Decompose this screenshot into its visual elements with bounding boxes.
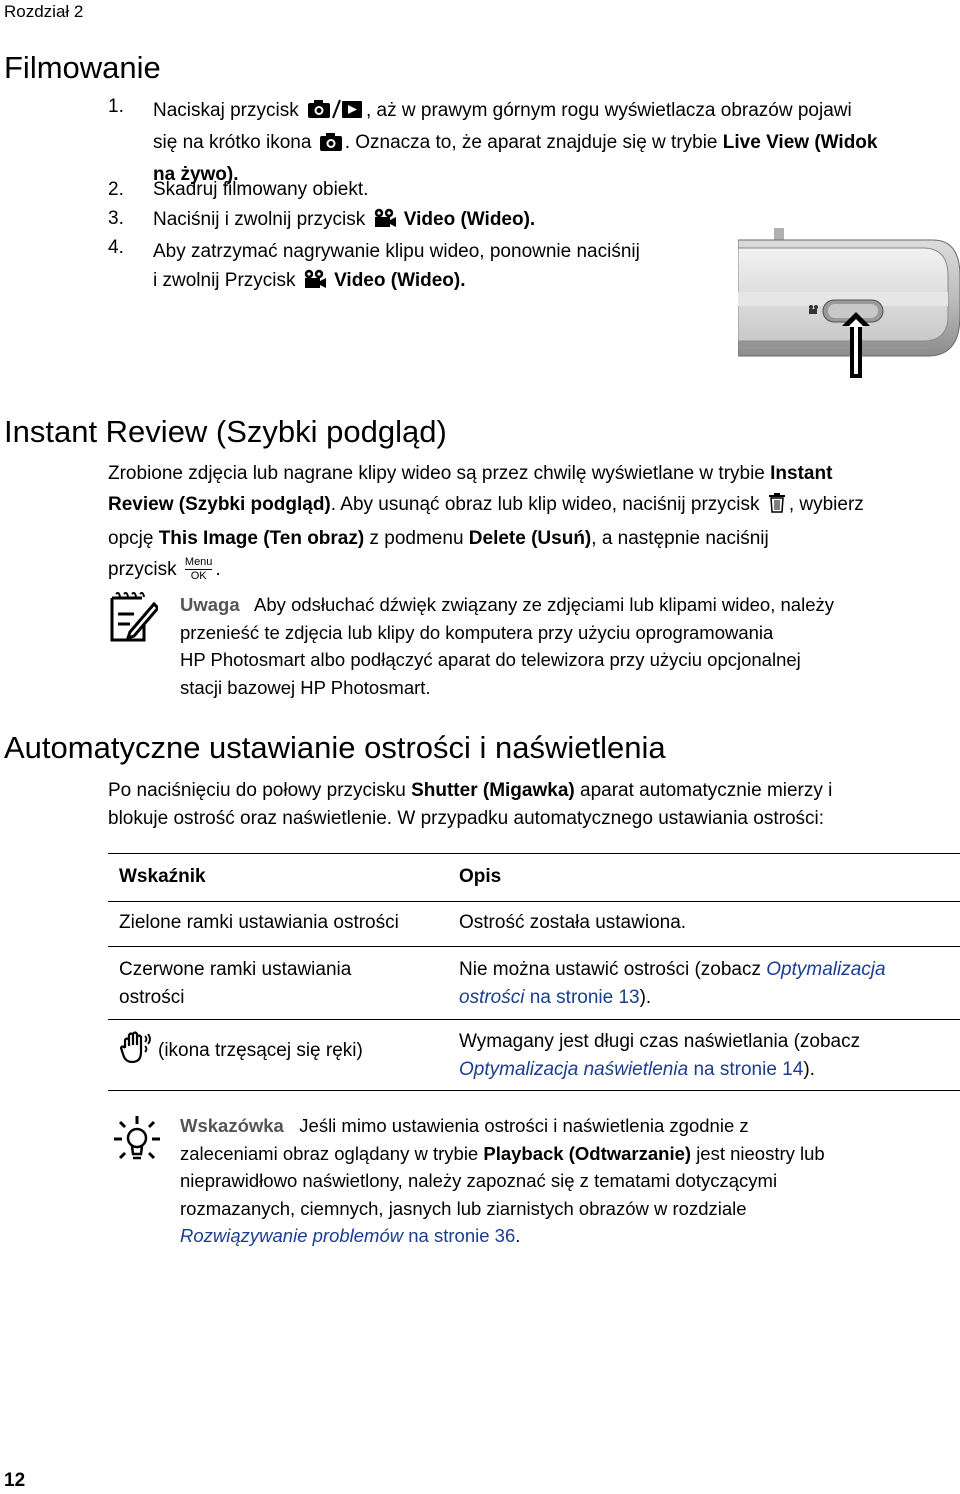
table-cell: Wymagany jest długi czas naświetlania (zobacz Optymalizacja naświetlenia na stronie 14). [459,1031,861,1080]
table-cell: Zielone ramki ustawiania ostrości [119,912,399,933]
link-page-36[interactable]: na stronie 36 [408,1225,516,1246]
table-rule-top [108,853,960,854]
review-paragraph: Zrobione zdjęcia lub nagrane klipy wideo są przez chwilę wyświetlane w trybie Instant Review (Szybki podgląd). Aby usunąć obraz lub klip wideo, naciśnij przycisk , wybierz opcję This Image (Ten obraz) z podmenu Delete (Usuń), a następnie naciśnij przycisk Menu OK . [108,458,960,589]
step-1-text: Naciskaj przycisk , aż w prawym górnym rogu wyświetlacza obrazów pojawi się na krótko ikona . Oznacza to, że aparat znajduje się w trybie Live View (Widok na żywo). [153,100,878,185]
video-camera-icon [374,208,396,234]
table-cell: Czerwone ramki ustawiania ostrości [119,959,352,1008]
step-4-text: Aby zatrzymać nagrywanie klipu wideo, ponownie naciśnij i zwolnij Przycisk Video (Wideo). [153,237,743,298]
section-title-review: Instant Review (Szybki podgląd) [4,414,447,449]
page-number: 12 [4,1470,26,1491]
video-camera-icon [304,269,326,298]
step-number: 2. [108,179,124,200]
step-number: 3. [108,208,124,229]
trash-icon [768,492,786,523]
link-focus-optimization[interactable]: ostrości [459,987,525,1008]
tip-text: Wskazówka Jeśli mimo ustawienia ostrości i naświetlenia zgodnie z zaleceniami obraz oglądany w trybie Playback (Odtwarzanie) jest nieostry lub nieprawidłowo naświetlony, należy zapoznać się z tematami dotyczącymi rozmazanych, ciemnych, jasnych lub ziarnistych obrazów w rozdziale Rozwiązywanie problemów na stronie 36. [180,1115,825,1246]
step-3-text: Naciśnij i zwolnij przycisk Video (Wideo). [153,208,535,234]
auto-paragraph: Po naciśnięciu do połowy przycisku Shutter (Migawka) aparat automatycznie mierzy i blokuje ostrość oraz naświetlenie. W przypadku automatycznego ustawiania ostrości: [108,780,833,829]
lightbulb-icon [112,1114,162,1175]
camera-icon [320,131,342,160]
link-exposure-optimization[interactable]: Optymalizacja naświetlenia [459,1059,689,1080]
step-2-text: Skadruj filmowany obiekt. [153,179,369,200]
section-title-filming: Filmowanie [4,50,161,85]
link-focus-optimization[interactable]: Optymalizacja [766,959,886,980]
table-cell: Nie można ustawić ostrości (zobacz Optymalizacja ostrości na stronie 13). [459,959,886,1008]
shaking-hand-icon [119,1030,155,1079]
table-rule [108,901,960,902]
table-rule [108,1019,960,1020]
table-cell: Ostrość została ustawiona. [459,912,687,933]
step-number: 4. [108,237,124,258]
step-number: 1. [108,96,124,117]
table-cell: (ikona trzęsącej się ręki) [119,1030,363,1079]
link-page-13[interactable]: na stronie 13 [529,987,640,1008]
table-header-indicator: Wskaźnik [119,866,206,887]
table-rule [108,946,960,947]
section-title-auto: Automatyczne ustawianie ostrości i naświetlenia [4,730,666,765]
camera-playback-icon [307,99,363,128]
chapter-label: Rozdział 2 [4,2,84,21]
note-icon [108,592,158,649]
table-header-description: Opis [459,866,502,887]
link-troubleshooting[interactable]: Rozwiązywanie problemów [180,1225,404,1246]
note-text: Uwaga Aby odsłuchać dźwięk związany ze zdjęciami lub klipami wideo, należy przenieść te zdjęcia lub klipy do komputera przy użyciu oprogramowania HP Photosmart albo podłączyć aparat do telewizora przy użyciu opcjonalnej stacji bazowej HP Photosmart. [180,594,834,698]
camera-top-illustration [738,226,960,382]
link-page-14[interactable]: na stronie 14 [693,1059,804,1080]
menu-ok-icon: Menu OK [184,556,213,582]
table-rule-bottom [108,1090,960,1091]
